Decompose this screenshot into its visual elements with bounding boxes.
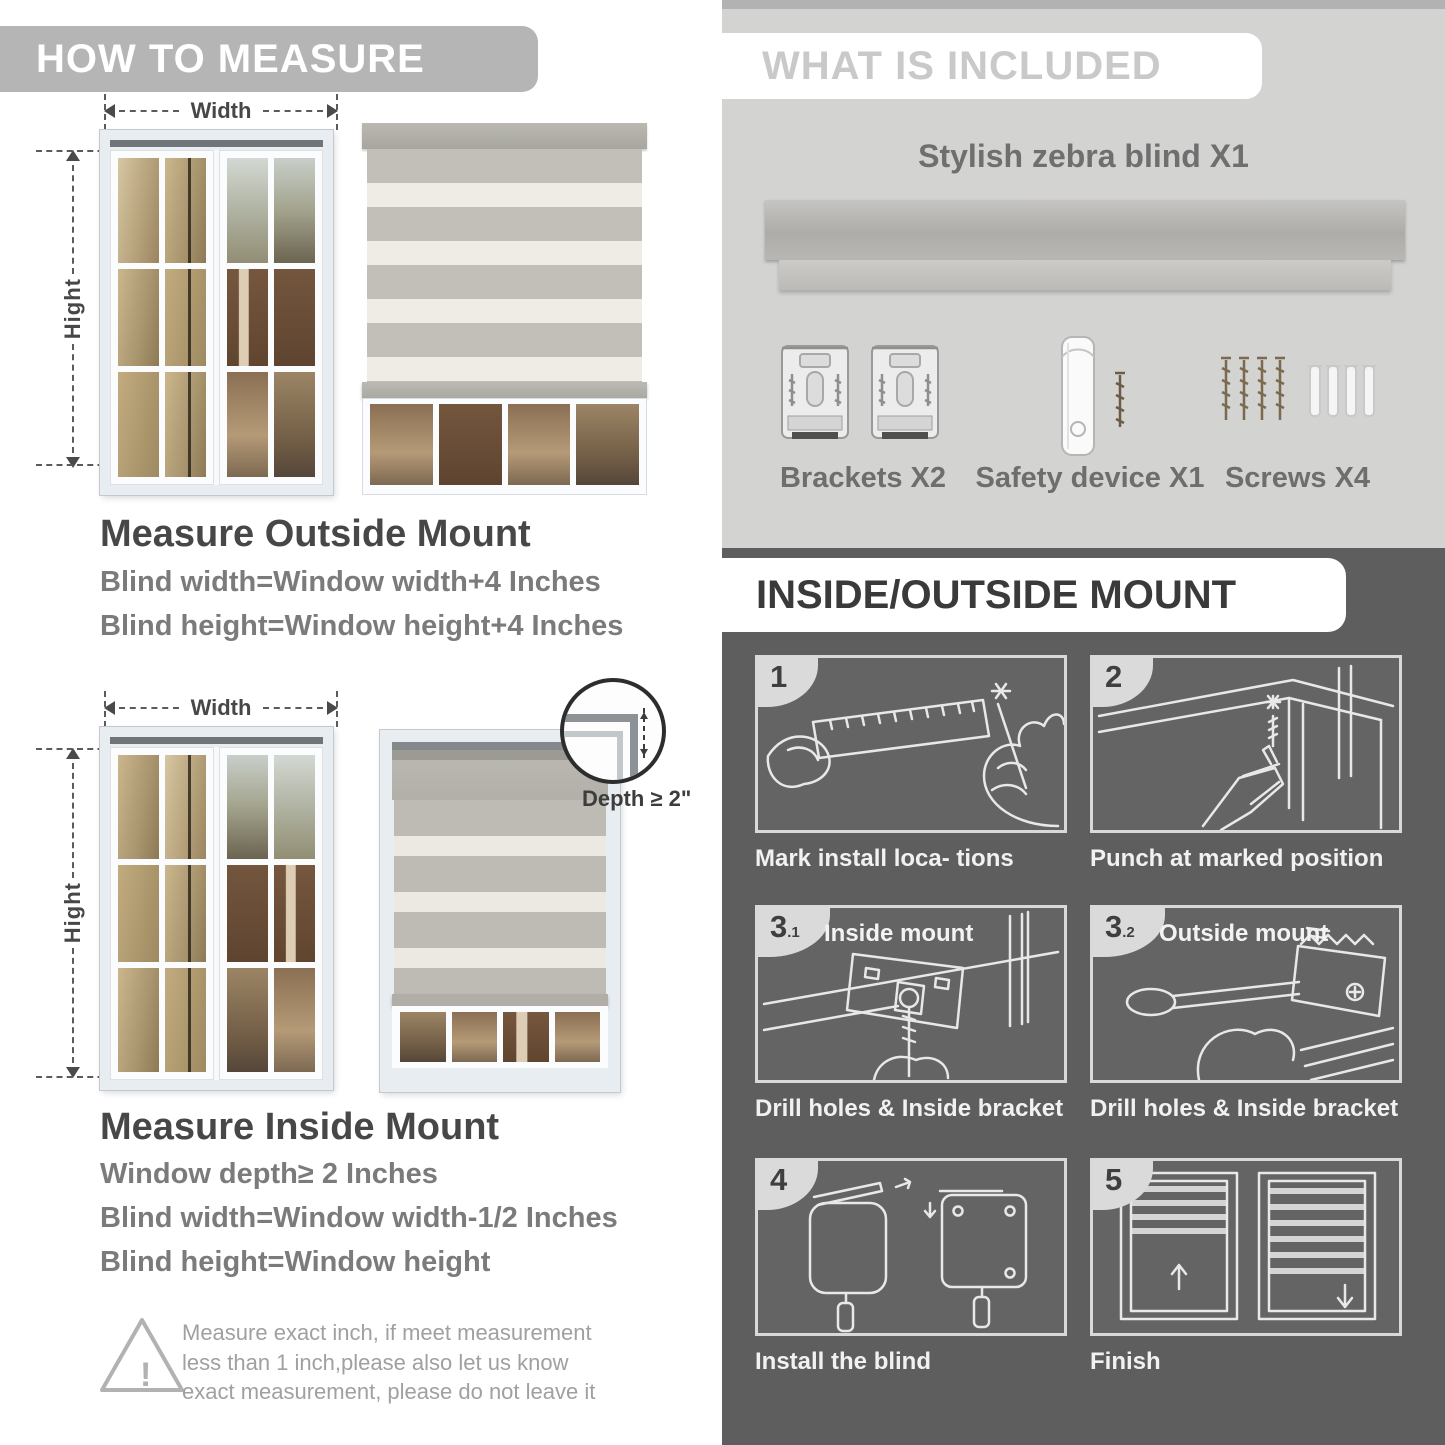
window-pane (118, 968, 159, 1072)
window-head-strip (110, 140, 323, 147)
step-1 (755, 655, 1067, 873)
step-1-box (755, 655, 1067, 833)
window-pane (439, 404, 502, 485)
warning-exclamation: ! (140, 1356, 152, 1394)
window-pane (165, 968, 206, 1072)
how-to-measure-banner (0, 26, 538, 92)
step-tag: Outside mount (1159, 920, 1329, 947)
window-below-blind (362, 398, 647, 495)
outside-formula-width: Blind width=Window width+4 Inches (100, 566, 601, 598)
screws-label: Screws X4 (1224, 462, 1371, 494)
step-4-box (755, 1158, 1067, 1336)
inside-mount-blind-photo (380, 730, 620, 1092)
step-number: 2 (1105, 659, 1123, 694)
width-label: Width (190, 695, 252, 720)
step-3-2 (1090, 905, 1402, 1123)
window-pane (274, 755, 315, 859)
window-head-strip (110, 737, 323, 744)
inside-outside-mount-banner (722, 558, 1346, 632)
height-dimension-outside (60, 150, 86, 468)
window-pane (508, 404, 571, 485)
dashed-line (263, 707, 323, 709)
step-number-sub: .1 (787, 924, 800, 941)
window-pane (227, 968, 268, 1072)
window-pane (227, 158, 268, 263)
step-number: 3 (1105, 909, 1123, 944)
screws-image (1218, 348, 1378, 444)
corner-detail-art (564, 682, 662, 780)
blind-headrail-lip (779, 260, 1391, 290)
window-pane (576, 404, 639, 485)
step-tag: Inside mount (824, 920, 974, 947)
width-label: Width (190, 98, 252, 123)
window-pane (165, 755, 206, 859)
window-pane (274, 968, 315, 1072)
window-pane (227, 372, 268, 477)
step-2 (1090, 655, 1402, 873)
height-dimension-inside (60, 748, 86, 1078)
inside-formula-height: Blind height=Window height (100, 1246, 491, 1278)
window-pane (274, 865, 315, 961)
height-label: Hight (60, 278, 85, 340)
window-pane (227, 865, 268, 961)
dashed-line (72, 165, 74, 274)
safety-device-label: Safety device X1 (975, 462, 1205, 494)
what-is-included-title: WHAT IS INCLUDED (762, 43, 1162, 88)
window-pane (555, 1012, 601, 1062)
window-photo-inside (100, 727, 333, 1090)
outside-mount-title: Measure Outside Mount (100, 513, 531, 555)
window-pane (118, 372, 159, 477)
window-sash-left (110, 747, 214, 1080)
step-number-sub: .2 (1122, 924, 1135, 941)
dashed-line (119, 110, 179, 112)
step-5-box (1090, 1158, 1402, 1336)
zebra-blind-outside-photo (362, 123, 647, 495)
window-pane (165, 372, 206, 477)
dimension-tick (104, 94, 106, 130)
window-pane (118, 158, 159, 263)
width-dimension-inside (104, 697, 338, 719)
window-pane (118, 269, 159, 366)
window-pane (452, 1012, 498, 1062)
dimension-tick (336, 94, 338, 130)
step-caption: Mark install loca- tions (755, 845, 1014, 872)
warning-text: Measure exact inch, if meet measurement less than 1 inch,please also let us know exact measurement, please do not leave it (182, 1320, 596, 1405)
window-pane (274, 372, 315, 477)
arrowhead-down (66, 457, 80, 468)
window-pane (165, 158, 206, 263)
brackets-label: Brackets X2 (779, 462, 947, 494)
brackets-image (780, 340, 945, 452)
step-number: 3 (770, 909, 788, 944)
window-sash-right (219, 150, 323, 485)
step-4 (755, 1158, 1067, 1376)
window-sash-left (110, 150, 214, 485)
window-pane (165, 865, 206, 961)
blind-cassette (362, 123, 647, 149)
zebra-blind-item-label: Stylish zebra blind X1 (918, 138, 1249, 174)
window-pane (274, 269, 315, 366)
depth-note: Depth ≥ 2" (582, 786, 692, 811)
window-sash-right (219, 747, 323, 1080)
step-5 (1090, 1158, 1402, 1376)
window-below-blind (392, 1006, 608, 1068)
window-photo-outside (100, 130, 333, 495)
blind-headrail-image (765, 200, 1405, 260)
step-caption: Drill holes & Inside bracket (755, 1095, 1064, 1122)
how-to-measure-title: HOW TO MEASURE (36, 36, 425, 81)
window-pane (400, 1012, 446, 1062)
window-pane (503, 1012, 549, 1062)
depth-magnifier (560, 678, 666, 784)
step-caption: Punch at marked position (1090, 845, 1384, 872)
dashed-line (72, 763, 74, 878)
blind-fabric-stripes (367, 149, 642, 382)
outside-formula-height: Blind height=Window height+4 Inches (100, 610, 624, 642)
dashed-line (72, 948, 74, 1063)
window-pane (370, 404, 433, 485)
dashed-line (119, 707, 179, 709)
inside-outside-mount-title: INSIDE/OUTSIDE MOUNT (756, 572, 1237, 617)
blind-fabric-stripes (394, 800, 606, 994)
window-pane (227, 755, 268, 859)
blind-bottom-rail (362, 382, 647, 398)
step-3-2-box (1090, 905, 1402, 1083)
window-sashes (110, 150, 323, 485)
width-dimension-outside (104, 100, 338, 122)
step-caption: Install the blind (755, 1348, 932, 1375)
window-pane (274, 158, 315, 263)
height-label: Hight (60, 882, 85, 944)
dimension-tick (336, 691, 338, 727)
window-pane (227, 269, 268, 366)
step-number: 5 (1105, 1162, 1123, 1197)
inside-formula-width: Blind width=Window width-1/2 Inches (100, 1202, 618, 1234)
step-3-1 (755, 905, 1067, 1123)
top-edge-strip (722, 0, 1445, 9)
inside-formula-depth: Window depth≥ 2 Inches (100, 1158, 438, 1190)
step-number: 4 (770, 1162, 788, 1197)
window-pane (165, 269, 206, 366)
window-pane (118, 755, 159, 859)
step-caption: Drill holes & Inside bracket (1090, 1095, 1399, 1122)
safety-device-image (1048, 333, 1148, 459)
window-pane (118, 865, 159, 961)
window-sashes (110, 747, 323, 1080)
step-2-box (1090, 655, 1402, 833)
blind-bottom-rail (392, 994, 608, 1006)
inside-mount-title: Measure Inside Mount (100, 1106, 500, 1148)
dashed-line (72, 344, 74, 453)
dashed-line (263, 110, 323, 112)
step-3-1-box (755, 905, 1067, 1083)
what-is-included-banner (722, 33, 1262, 99)
step-number: 1 (770, 659, 788, 694)
dimension-tick (104, 691, 106, 727)
step-caption: Finish (1090, 1348, 1161, 1375)
